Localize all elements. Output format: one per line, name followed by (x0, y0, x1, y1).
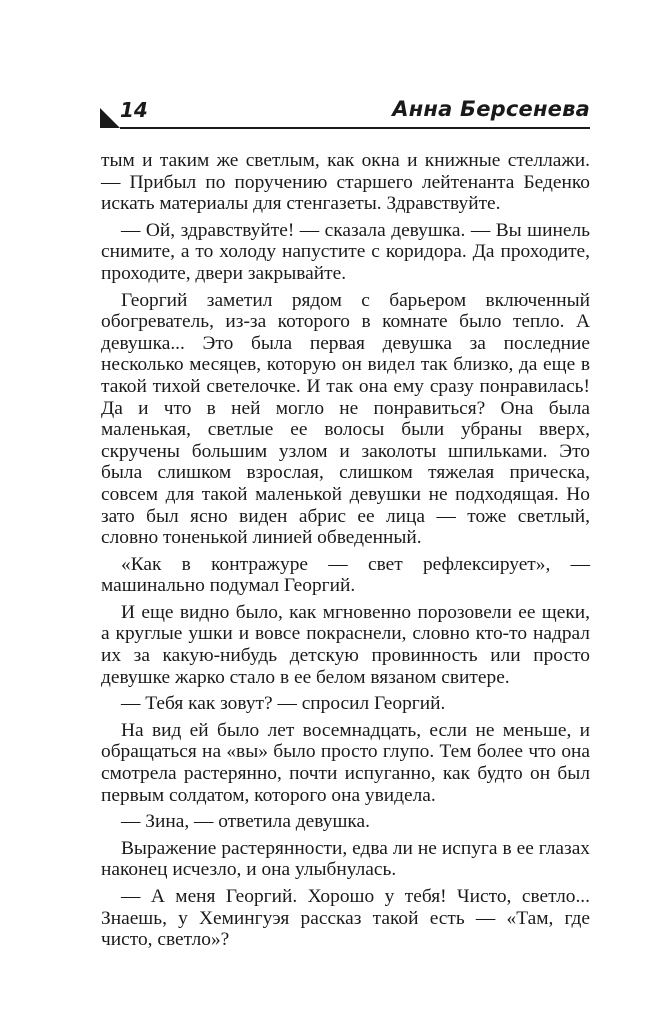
paragraph: — Тебя как зовут? — спросил Георгий. (121, 693, 446, 715)
paragraph: «Как в контражуре — свет рефлексирует», — машинально подумал Георгий. (101, 553, 590, 597)
paragraph: Георгий заметил рядом с барьером включенный обогреватель, из-за которого в комнате было тепло. А девушка... Это была первая девушка за последние несколько месяцев, которую он видел так близко, да еще в такой тихой светелочке. И так она ему сразу понравилась! Да и что в ней могло не понравиться? Она была маленькая, светлые ее волосы были убраны вверх, скручены большим узлом и заколоты шпильками. Это была слишком взрослая, слишком тяжелая прическа, совсем для такой маленькой девушки не подходящая. Но зато был ясно виден абрис ее лица — тоже светлый, словно тоненькой линией обведенный. (101, 289, 590, 549)
header-rule (120, 127, 590, 129)
corner-triangle-icon (100, 108, 120, 128)
paragraph: — Ой, здравствуйте! — сказала девушка. — Вы шинель снимите, а то холоду напустите с коридора. Да проходите, проходите, двери закрывайте. (101, 219, 590, 284)
running-title: Анна Берсенева (392, 97, 590, 121)
page-header (100, 94, 590, 128)
paragraph: — Зина, — ответила девушка. (121, 811, 370, 833)
paragraph: Выражение растерянности, едва ли не испуга в ее глазах наконец исчезло, и она улыбнулась. (101, 837, 590, 881)
body-text (101, 150, 590, 956)
page-number: 14 (120, 98, 148, 122)
paragraph: — А меня Георгий. Хорошо у тебя! Чисто, светло... Знаешь, у Хемингуэя рассказ такой есть — «Там, где чисто, светло»? (101, 886, 590, 951)
paragraph: На вид ей было лет восемнадцать, если не меньше, и обращаться на «вы» было просто глупо. Тем более что она смотрела растерянно, почти испуганно, как будто он был первым солдатом, которого она увидела. (101, 719, 590, 806)
paragraph: тым и таким же светлым, как окна и книжные стеллажи. — Прибыл по поручению старшего лейтенанта Беденко искать материалы для стенгазеты. Здравствуйте. (101, 150, 590, 215)
paragraph: И еще видно было, как мгновенно порозовели ее щеки, а круглые ушки и вовсе покраснели, словно кто-то надрал их за какую-нибудь детскую провинность или просто девушке жарко стало в ее белом вязаном свитере. (101, 601, 590, 688)
